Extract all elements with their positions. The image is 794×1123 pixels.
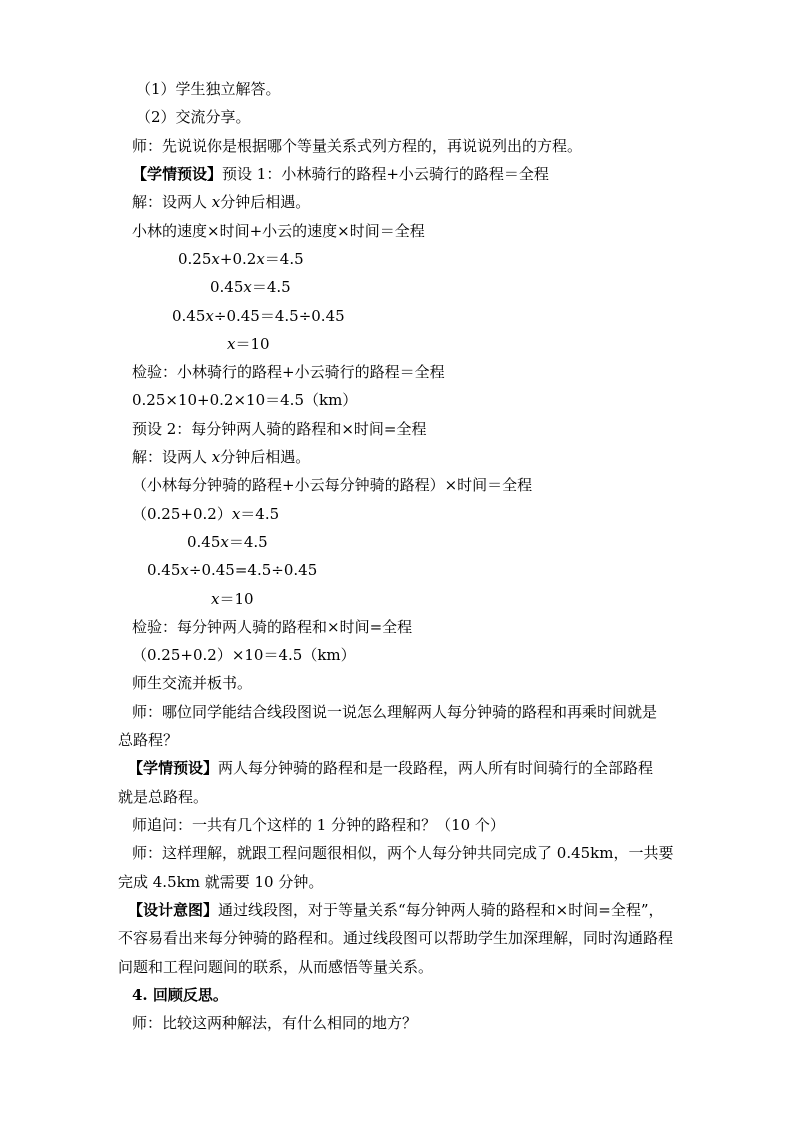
- teacher-follow-up: [132, 815, 505, 835]
- text-run: （0.25+0.2）×10＝4.5（km）: [132, 646, 356, 664]
- text-run: ＝4.5: [228, 533, 268, 551]
- bracket-label: 【设计意图】: [128, 901, 219, 919]
- equation-2-line-3: [147, 560, 317, 580]
- text-run: 师生交流并板书。: [132, 674, 253, 692]
- equation-1-line-3: [172, 306, 345, 326]
- text-run: 解：设两人: [132, 193, 208, 211]
- text-run: （1）学生独立解答。: [136, 80, 281, 98]
- equation-1-line-1: [178, 249, 304, 269]
- equation-1-result: [227, 334, 270, 354]
- text-run: ＝10: [235, 335, 270, 353]
- variable-x: x: [211, 193, 221, 211]
- step-1-independent: [136, 79, 281, 99]
- variable-x: x: [256, 250, 265, 268]
- text-run: （2）交流分享。: [136, 108, 251, 126]
- text-run: 分钟后相遇。: [220, 193, 311, 211]
- text-run: 预设 1：小林骑行的路程+小云骑行的路程＝全程: [222, 165, 549, 183]
- text-run: 检验：每分钟两人骑的路程和×时间=全程: [132, 618, 413, 636]
- variable-x: x: [205, 307, 214, 325]
- solution-1-let: [132, 192, 310, 212]
- design-intent-line-1: [128, 900, 664, 920]
- text-run: 0.45: [210, 278, 244, 296]
- preset-3-line-2: [118, 787, 208, 807]
- text-run: 检验：小林骑行的路程+小云骑行的路程＝全程: [132, 363, 445, 381]
- text-run: 就是总路程。: [118, 788, 209, 806]
- text-run: 师：先说说你是根据哪个等量关系式列方程的，再说说列出的方程。: [132, 137, 583, 155]
- teacher-explain-line-2: [118, 872, 323, 892]
- text-run: ＝4.5: [251, 278, 291, 296]
- check-2-label: [132, 617, 412, 637]
- text-run: 总路程？: [118, 731, 179, 749]
- text-run: 不容易看出来每分钟骑的路程和。通过线段图可以帮助学生加深理解，同时沟通路程: [118, 929, 674, 947]
- teacher-compare-question: [132, 1013, 417, 1033]
- variable-x: x: [227, 335, 236, 353]
- preset-2-heading: [132, 419, 426, 439]
- text-run: 0.45: [172, 307, 206, 325]
- text-run: 完成 4.5km 就需要 10 分钟。: [118, 873, 324, 891]
- text-run: 小林的速度×时间+小云的速度×时间＝全程: [132, 222, 425, 240]
- equation-2-line-2: [187, 532, 268, 552]
- variable-x: x: [180, 561, 189, 579]
- variable-x: x: [243, 278, 252, 296]
- variable-x: x: [220, 533, 229, 551]
- text-run: 师追问：一共有几个这样的 1 分钟的路程和？（10 个）: [132, 816, 505, 834]
- text-run: 问题和工程问题间的联系，从而感悟等量关系。: [118, 958, 434, 976]
- variable-x: x: [231, 505, 241, 523]
- variable-x: x: [211, 590, 220, 608]
- variable-x: x: [211, 250, 220, 268]
- equation-1-line-2: [210, 277, 291, 297]
- text-run: 两人每分钟骑的路程和是一段路程，两人所有时间骑行的全部路程: [218, 759, 654, 777]
- text-run: 0.45: [187, 533, 221, 551]
- text-run: ＝10: [219, 590, 254, 608]
- teacher-explain-line-1: [132, 843, 673, 863]
- preset-1-heading: [132, 164, 549, 184]
- solution-2-let: [132, 447, 310, 467]
- text-run: +0.2: [219, 250, 257, 268]
- design-intent-line-3: [118, 957, 433, 977]
- text-run: （0.25+0.2）: [132, 505, 232, 523]
- text-run: 0.45: [147, 561, 181, 579]
- text-run: 解：设两人: [132, 448, 208, 466]
- check-2-calc: [132, 645, 356, 665]
- text-run: ＝4.5: [240, 505, 280, 523]
- design-intent-line-2: [118, 928, 673, 948]
- step-2-share: [136, 107, 251, 127]
- text-run: 分钟后相遇。: [220, 448, 311, 466]
- check-1-calc: [132, 390, 357, 410]
- text-run: 师：这样理解，就跟工程问题很相似，两个人每分钟共同完成了 0.45km，一共要: [132, 844, 674, 862]
- text-run: ＝4.5: [264, 250, 304, 268]
- equation-2-result: [211, 589, 254, 609]
- text-run: 4. 回顾反思。: [132, 986, 228, 1004]
- text-run: 0.25: [178, 250, 212, 268]
- teacher-question-line-2: [118, 730, 178, 750]
- text-run: 师：哪位同学能结合线段图说一说怎么理解两人每分钟骑的路程和再乘时间就是: [132, 703, 658, 721]
- text-run: （小林每分钟骑的路程+小云每分钟骑的路程）×时间＝全程: [132, 476, 533, 494]
- bracket-label: 【学情预设】: [132, 165, 223, 183]
- teacher-prompt-equation: [132, 136, 582, 156]
- bracket-label: 【学情预设】: [128, 759, 219, 777]
- text-run: ÷0.45＝4.5÷0.45: [213, 307, 345, 325]
- variable-x: x: [211, 448, 221, 466]
- preset-3-line-1: [128, 758, 653, 778]
- board-writing-note: [132, 673, 252, 693]
- text-run: 师：比较这两种解法，有什么相同的地方？: [132, 1014, 418, 1032]
- teacher-question-line-1: [132, 702, 657, 722]
- equation-2-line-1: [132, 504, 279, 524]
- section-4-heading: [132, 985, 228, 1005]
- text-run: 预设 2：每分钟两人骑的路程和×时间=全程: [132, 420, 427, 438]
- relation-2: [132, 475, 532, 495]
- text-run: 0.25×10+0.2×10＝4.5（km）: [132, 391, 358, 409]
- text-run: 通过线段图，对于等量关系“每分钟两人骑的路程和×时间=全程”，: [218, 901, 664, 919]
- relation-1: [132, 221, 425, 241]
- text-run: ÷0.45=4.5÷0.45: [188, 561, 318, 579]
- check-1-label: [132, 362, 445, 382]
